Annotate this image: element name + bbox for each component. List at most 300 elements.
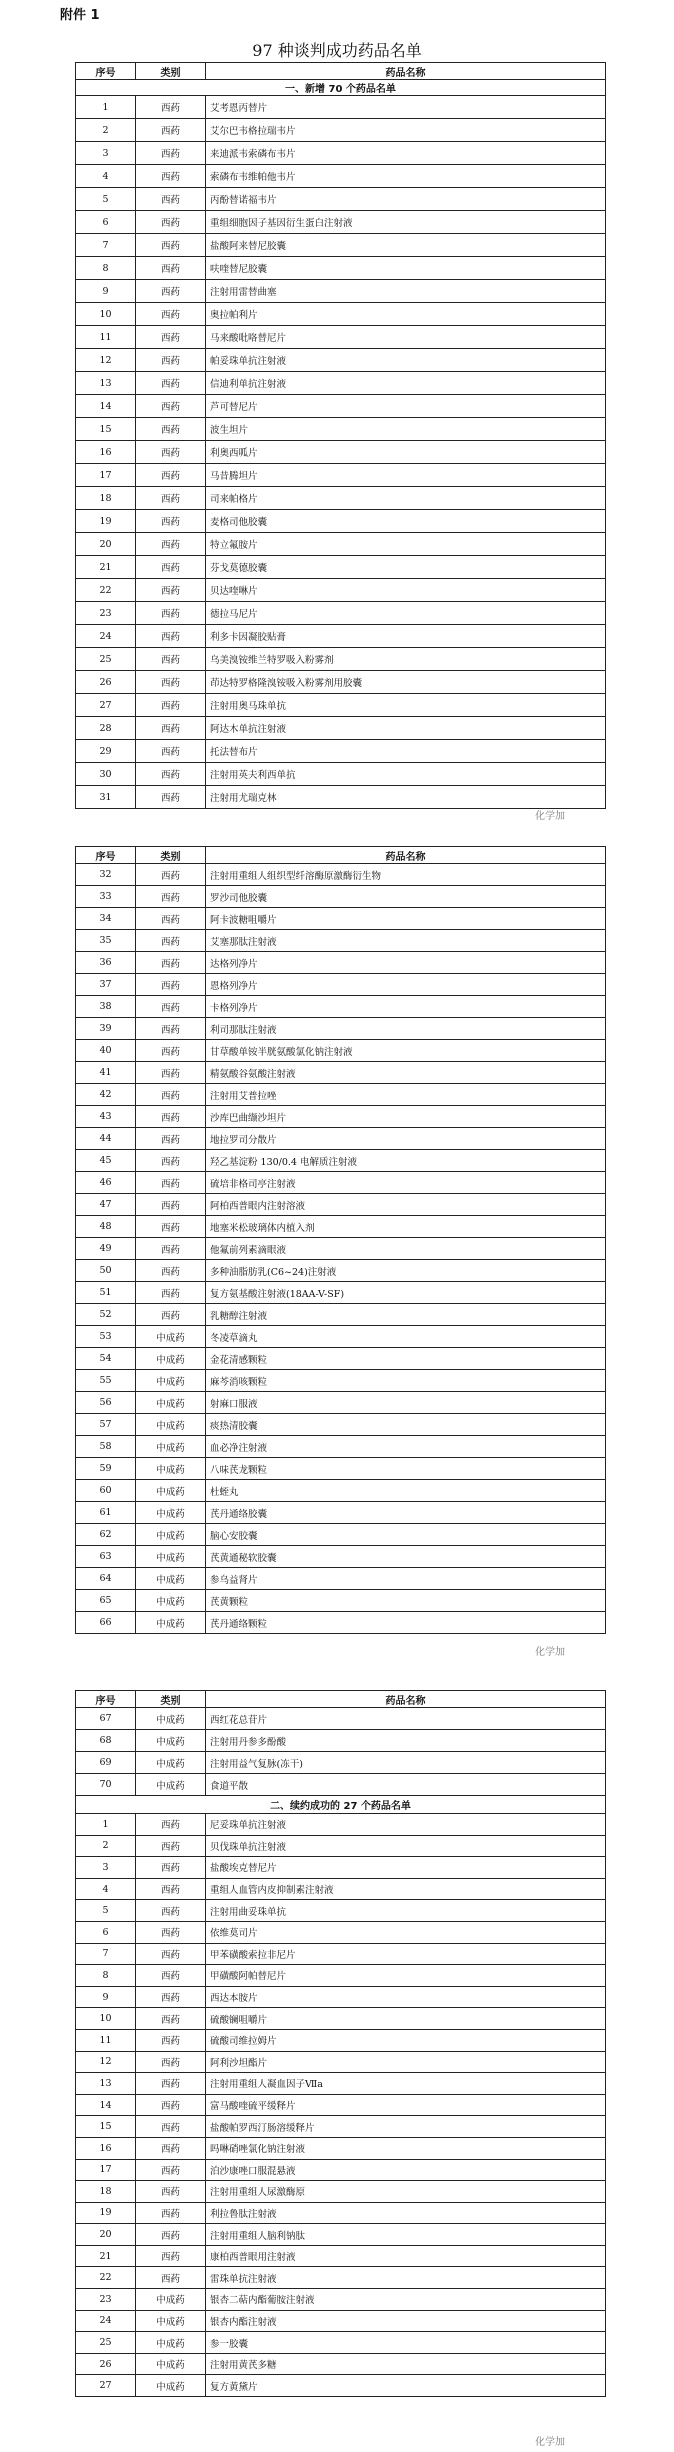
table-row (76, 2137, 606, 2159)
table-row (76, 2289, 606, 2311)
row-category: 西药 (136, 1062, 206, 1084)
row-drug-name: 阿卡波糖咀嚼片 (206, 908, 606, 930)
row-index: 11 (76, 326, 136, 349)
drug-table-2 (75, 846, 606, 1634)
table-row (76, 2202, 606, 2224)
row-drug-name: 复方氨基酸注射液(18AA-V-SF) (206, 1282, 606, 1304)
row-category: 西药 (136, 1194, 206, 1216)
row-category: 西药 (136, 326, 206, 349)
row-category: 中成药 (136, 1774, 206, 1796)
row-index: 45 (76, 1150, 136, 1172)
row-category: 中成药 (136, 1612, 206, 1634)
table-row (76, 1326, 606, 1348)
row-index: 43 (76, 1106, 136, 1128)
row-index: 21 (76, 2245, 136, 2267)
row-index: 35 (76, 930, 136, 952)
row-drug-name: 注射用黄芪多糖 (206, 2353, 606, 2375)
row-index: 25 (76, 2332, 136, 2354)
row-category: 西药 (136, 487, 206, 510)
table-row (76, 1986, 606, 2008)
table-row (76, 625, 606, 648)
row-drug-name: 贝伐珠单抗注射液 (206, 1835, 606, 1857)
row-drug-name: 芬戈莫德胶囊 (206, 556, 606, 579)
row-category: 中成药 (136, 1392, 206, 1414)
row-index: 8 (76, 1965, 136, 1987)
row-index: 15 (76, 418, 136, 441)
row-category: 西药 (136, 188, 206, 211)
row-category: 中成药 (136, 1524, 206, 1546)
row-index: 49 (76, 1238, 136, 1260)
row-index: 12 (76, 2051, 136, 2073)
row-drug-name: 盐酸阿来替尼胶囊 (206, 234, 606, 257)
row-drug-name: 注射用重组人脑利钠肽 (206, 2224, 606, 2246)
row-category: 中成药 (136, 1708, 206, 1730)
row-category: 西药 (136, 1238, 206, 1260)
table-row (76, 234, 606, 257)
row-category: 中成药 (136, 1414, 206, 1436)
row-category: 西药 (136, 908, 206, 930)
row-drug-name: 硫酸镧咀嚼片 (206, 2008, 606, 2030)
table-row (76, 740, 606, 763)
section-title-renewed: 二、续约成功的 27 个药品名单 (76, 1796, 606, 1814)
row-drug-name: 西达本胺片 (206, 1986, 606, 2008)
header-category: 类别 (136, 847, 206, 864)
row-index: 30 (76, 763, 136, 786)
row-category: 西药 (136, 2245, 206, 2267)
row-category: 西药 (136, 142, 206, 165)
row-category: 西药 (136, 930, 206, 952)
row-category: 西药 (136, 1986, 206, 2008)
row-category: 中成药 (136, 1568, 206, 1590)
row-drug-name: 金花清感颗粒 (206, 1348, 606, 1370)
table-row (76, 441, 606, 464)
table-row (76, 1436, 606, 1458)
row-category: 中成药 (136, 2310, 206, 2332)
row-index: 66 (76, 1612, 136, 1634)
table-row (76, 1502, 606, 1524)
table-row (76, 1172, 606, 1194)
row-drug-name: 芪黄颗粒 (206, 1590, 606, 1612)
table-row (76, 648, 606, 671)
row-category: 西药 (136, 2073, 206, 2095)
row-index: 11 (76, 2029, 136, 2051)
row-index: 57 (76, 1414, 136, 1436)
row-drug-name: 西红花总苷片 (206, 1708, 606, 1730)
row-category: 西药 (136, 257, 206, 280)
row-drug-name: 重组细胞因子基因衍生蛋白注射液 (206, 211, 606, 234)
row-index: 17 (76, 464, 136, 487)
row-drug-name: 丙酚替诺福韦片 (206, 188, 606, 211)
row-category: 西药 (136, 1857, 206, 1879)
row-drug-name: 卡格列净片 (206, 996, 606, 1018)
row-index: 5 (76, 1900, 136, 1922)
row-category: 西药 (136, 2116, 206, 2138)
row-index: 2 (76, 1835, 136, 1857)
table-row (76, 2224, 606, 2246)
row-index: 5 (76, 188, 136, 211)
table-row (76, 1878, 606, 1900)
row-index: 1 (76, 1814, 136, 1836)
table-row (76, 2116, 606, 2138)
row-drug-name: 芪丹通络颗粒 (206, 1612, 606, 1634)
table-row (76, 2029, 606, 2051)
row-drug-name: 帕妥珠单抗注射液 (206, 349, 606, 372)
row-index: 53 (76, 1326, 136, 1348)
row-index: 27 (76, 694, 136, 717)
row-drug-name: 他氟前列素滴眼液 (206, 1238, 606, 1260)
table-row (76, 1062, 606, 1084)
row-drug-name: 利奥西呱片 (206, 441, 606, 464)
table-row (76, 952, 606, 974)
row-drug-name: 艾考恩丙替片 (206, 96, 606, 119)
row-category: 西药 (136, 2181, 206, 2203)
row-index: 44 (76, 1128, 136, 1150)
row-index: 28 (76, 717, 136, 740)
row-category: 西药 (136, 1835, 206, 1857)
table-row (76, 694, 606, 717)
row-index: 33 (76, 886, 136, 908)
table-row (76, 96, 606, 119)
table-row (76, 671, 606, 694)
row-category: 西药 (136, 648, 206, 671)
row-drug-name: 重组人血管内皮抑制素注射液 (206, 1878, 606, 1900)
row-index: 69 (76, 1752, 136, 1774)
row-index: 58 (76, 1436, 136, 1458)
row-drug-name: 盐酸帕罗西汀肠溶缓释片 (206, 2116, 606, 2138)
header-name: 药品名称 (206, 847, 606, 864)
row-category: 西药 (136, 1018, 206, 1040)
table-row (76, 1458, 606, 1480)
row-index: 16 (76, 441, 136, 464)
table-row (76, 165, 606, 188)
row-index: 25 (76, 648, 136, 671)
table-row (76, 1150, 606, 1172)
row-drug-name: 乌美溴铵维兰特罗吸入粉雾剂 (206, 648, 606, 671)
row-index: 61 (76, 1502, 136, 1524)
row-category: 西药 (136, 2267, 206, 2289)
row-drug-name: 依维莫司片 (206, 1921, 606, 1943)
row-category: 西药 (136, 2137, 206, 2159)
header-idx: 序号 (76, 1691, 136, 1708)
row-drug-name: 阿达木单抗注射液 (206, 717, 606, 740)
row-category: 中成药 (136, 1326, 206, 1348)
row-index: 12 (76, 349, 136, 372)
row-category: 中成药 (136, 1348, 206, 1370)
row-index: 20 (76, 533, 136, 556)
row-category: 西药 (136, 1260, 206, 1282)
row-index: 10 (76, 303, 136, 326)
table-row (76, 1835, 606, 1857)
row-category: 西药 (136, 349, 206, 372)
row-drug-name: 奥拉帕利片 (206, 303, 606, 326)
table-row (76, 1194, 606, 1216)
table-row (76, 1857, 606, 1879)
table-row (76, 1392, 606, 1414)
row-drug-name: 麻芩消咳颗粒 (206, 1370, 606, 1392)
row-drug-name: 注射用重组人组织型纤溶酶原激酶衍生物 (206, 864, 606, 886)
table-row (76, 930, 606, 952)
row-category: 中成药 (136, 1458, 206, 1480)
row-index: 7 (76, 234, 136, 257)
row-category: 西药 (136, 625, 206, 648)
row-category: 西药 (136, 234, 206, 257)
row-category: 西药 (136, 556, 206, 579)
row-drug-name: 注射用重组人凝血因子Ⅶa (206, 2073, 606, 2095)
row-index: 38 (76, 996, 136, 1018)
row-category: 西药 (136, 418, 206, 441)
row-index: 46 (76, 1172, 136, 1194)
row-drug-name: 甘草酸单铵半胱氨酸氯化钠注射液 (206, 1040, 606, 1062)
row-index: 9 (76, 280, 136, 303)
table-row (76, 1546, 606, 1568)
table-row (76, 2051, 606, 2073)
row-index: 6 (76, 211, 136, 234)
row-drug-name: 罗沙司他胶囊 (206, 886, 606, 908)
table-row (76, 2353, 606, 2375)
row-drug-name: 射麻口服液 (206, 1392, 606, 1414)
row-category: 中成药 (136, 1590, 206, 1612)
row-index: 41 (76, 1062, 136, 1084)
table-row (76, 188, 606, 211)
drug-table-1 (75, 62, 606, 809)
row-drug-name: 德拉马尼片 (206, 602, 606, 625)
row-drug-name: 吗啉硝唑氯化钠注射液 (206, 2137, 606, 2159)
row-drug-name: 来迪派韦索磷布韦片 (206, 142, 606, 165)
row-index: 23 (76, 2289, 136, 2311)
row-category: 西药 (136, 763, 206, 786)
row-drug-name: 贝达喹啉片 (206, 579, 606, 602)
row-drug-name: 特立氟胺片 (206, 533, 606, 556)
row-category: 西药 (136, 1943, 206, 1965)
table-row (76, 142, 606, 165)
row-drug-name: 利多卡因凝胶贴膏 (206, 625, 606, 648)
table-row (76, 326, 606, 349)
table-row (76, 717, 606, 740)
row-drug-name: 注射用重组人尿激酶原 (206, 2181, 606, 2203)
row-category: 中成药 (136, 1370, 206, 1392)
table-row (76, 464, 606, 487)
row-category: 西药 (136, 786, 206, 809)
row-index: 65 (76, 1590, 136, 1612)
row-category: 中成药 (136, 1502, 206, 1524)
row-category: 西药 (136, 2094, 206, 2116)
row-drug-name: 利拉鲁肽注射液 (206, 2202, 606, 2224)
table-row (76, 996, 606, 1018)
row-category: 西药 (136, 579, 206, 602)
row-index: 20 (76, 2224, 136, 2246)
row-index: 7 (76, 1943, 136, 1965)
table-row (76, 2375, 606, 2397)
row-index: 26 (76, 671, 136, 694)
table-row (76, 1282, 606, 1304)
table-row (76, 211, 606, 234)
table-row (76, 1260, 606, 1282)
watermark: 化学加 (535, 1647, 565, 1658)
row-category: 西药 (136, 1900, 206, 1922)
table-row (76, 1774, 606, 1796)
row-category: 西药 (136, 886, 206, 908)
header-name: 药品名称 (206, 63, 606, 80)
table-row (76, 1128, 606, 1150)
row-category: 中成药 (136, 1436, 206, 1458)
row-drug-name: 艾塞那肽注射液 (206, 930, 606, 952)
table-row (76, 1524, 606, 1546)
row-index: 29 (76, 740, 136, 763)
row-drug-name: 冬凌草滴丸 (206, 1326, 606, 1348)
row-index: 37 (76, 974, 136, 996)
row-drug-name: 信迪利单抗注射液 (206, 372, 606, 395)
row-category: 西药 (136, 1921, 206, 1943)
row-drug-name: 硫培非格司亭注射液 (206, 1172, 606, 1194)
row-category: 西药 (136, 1084, 206, 1106)
row-index: 54 (76, 1348, 136, 1370)
row-category: 西药 (136, 974, 206, 996)
row-category: 西药 (136, 2008, 206, 2030)
table-row (76, 349, 606, 372)
row-index: 8 (76, 257, 136, 280)
row-category: 西药 (136, 211, 206, 234)
drug-table-3 (75, 1690, 606, 2397)
row-drug-name: 甲磺酸阿帕替尼片 (206, 1965, 606, 1987)
table-row (76, 908, 606, 930)
row-index: 15 (76, 2116, 136, 2138)
row-category: 西药 (136, 671, 206, 694)
row-index: 14 (76, 395, 136, 418)
table-row (76, 372, 606, 395)
row-index: 23 (76, 602, 136, 625)
row-index: 17 (76, 2159, 136, 2181)
row-index: 34 (76, 908, 136, 930)
row-index: 64 (76, 1568, 136, 1590)
table-row (76, 1084, 606, 1106)
row-drug-name: 参乌益肾片 (206, 1568, 606, 1590)
row-category: 西药 (136, 2029, 206, 2051)
row-category: 中成药 (136, 2353, 206, 2375)
row-drug-name: 波生坦片 (206, 418, 606, 441)
table-row (76, 2181, 606, 2203)
row-drug-name: 注射用丹参多酚酸 (206, 1730, 606, 1752)
row-category: 西药 (136, 464, 206, 487)
table-row (76, 1304, 606, 1326)
row-drug-name: 马来酸吡咯替尼片 (206, 326, 606, 349)
row-index: 18 (76, 487, 136, 510)
row-drug-name: 八味芪龙颗粒 (206, 1458, 606, 1480)
table-row (76, 1708, 606, 1730)
table-row (76, 280, 606, 303)
row-drug-name: 注射用艾普拉唑 (206, 1084, 606, 1106)
header-category: 类别 (136, 63, 206, 80)
row-index: 22 (76, 579, 136, 602)
row-category: 西药 (136, 1965, 206, 1987)
row-category: 西药 (136, 740, 206, 763)
row-drug-name: 康柏西普眼用注射液 (206, 2245, 606, 2267)
row-category: 西药 (136, 1304, 206, 1326)
row-category: 西药 (136, 996, 206, 1018)
row-drug-name: 血必净注射液 (206, 1436, 606, 1458)
table-row (76, 1921, 606, 1943)
header-idx: 序号 (76, 847, 136, 864)
table-row (76, 2094, 606, 2116)
table-row (76, 2008, 606, 2030)
table-row (76, 1612, 606, 1634)
row-drug-name: 硫酸司维拉姆片 (206, 2029, 606, 2051)
row-drug-name: 地塞米松玻璃体内植入剂 (206, 1216, 606, 1238)
row-category: 中成药 (136, 1480, 206, 1502)
table-row (76, 1480, 606, 1502)
table-row (76, 1238, 606, 1260)
row-drug-name: 精氨酸谷氨酸注射液 (206, 1062, 606, 1084)
row-drug-name: 沙库巴曲缬沙坦片 (206, 1106, 606, 1128)
row-index: 40 (76, 1040, 136, 1062)
row-category: 西药 (136, 441, 206, 464)
table-row (76, 395, 606, 418)
table-row (76, 579, 606, 602)
row-category: 西药 (136, 119, 206, 142)
row-drug-name: 阿柏西普眼内注射溶液 (206, 1194, 606, 1216)
table-row (76, 2310, 606, 2332)
row-category: 西药 (136, 533, 206, 556)
table-row (76, 864, 606, 886)
row-drug-name: 达格列净片 (206, 952, 606, 974)
row-index: 60 (76, 1480, 136, 1502)
table-row (76, 1752, 606, 1774)
row-index: 13 (76, 372, 136, 395)
row-index: 62 (76, 1524, 136, 1546)
table-row (76, 1370, 606, 1392)
row-category: 中成药 (136, 2332, 206, 2354)
row-index: 22 (76, 2267, 136, 2289)
table-row (76, 1348, 606, 1370)
row-drug-name: 复方黄黛片 (206, 2375, 606, 2397)
table-row (76, 2267, 606, 2289)
row-index: 26 (76, 2353, 136, 2375)
row-category: 西药 (136, 864, 206, 886)
row-index: 27 (76, 2375, 136, 2397)
header-name: 药品名称 (206, 1691, 606, 1708)
header-category: 类别 (136, 1691, 206, 1708)
row-index: 39 (76, 1018, 136, 1040)
row-category: 西药 (136, 372, 206, 395)
table-row (76, 1414, 606, 1436)
row-drug-name: 注射用奥马珠单抗 (206, 694, 606, 717)
row-index: 56 (76, 1392, 136, 1414)
row-drug-name: 芪黄通秘软胶囊 (206, 1546, 606, 1568)
row-index: 24 (76, 2310, 136, 2332)
table-row (76, 974, 606, 996)
row-category: 西药 (136, 602, 206, 625)
row-index: 67 (76, 1708, 136, 1730)
row-category: 西药 (136, 1150, 206, 1172)
row-category: 西药 (136, 2051, 206, 2073)
table-row (76, 786, 606, 809)
row-drug-name: 茚达特罗格隆溴铵吸入粉雾剂用胶囊 (206, 671, 606, 694)
table-row (76, 1040, 606, 1062)
row-index: 18 (76, 2181, 136, 2203)
header-idx: 序号 (76, 63, 136, 80)
attachment-label: 附件 1 (60, 8, 100, 23)
row-drug-name: 麦格司他胶囊 (206, 510, 606, 533)
table-row (76, 1590, 606, 1612)
row-drug-name: 恩格列净片 (206, 974, 606, 996)
row-drug-name: 富马酸喹硫平缓释片 (206, 2094, 606, 2116)
row-drug-name: 利司那肽注射液 (206, 1018, 606, 1040)
row-drug-name: 食道平散 (206, 1774, 606, 1796)
row-index: 55 (76, 1370, 136, 1392)
table-row (76, 1106, 606, 1128)
row-index: 51 (76, 1282, 136, 1304)
row-drug-name: 索磷布韦维帕他韦片 (206, 165, 606, 188)
table-row (76, 1730, 606, 1752)
